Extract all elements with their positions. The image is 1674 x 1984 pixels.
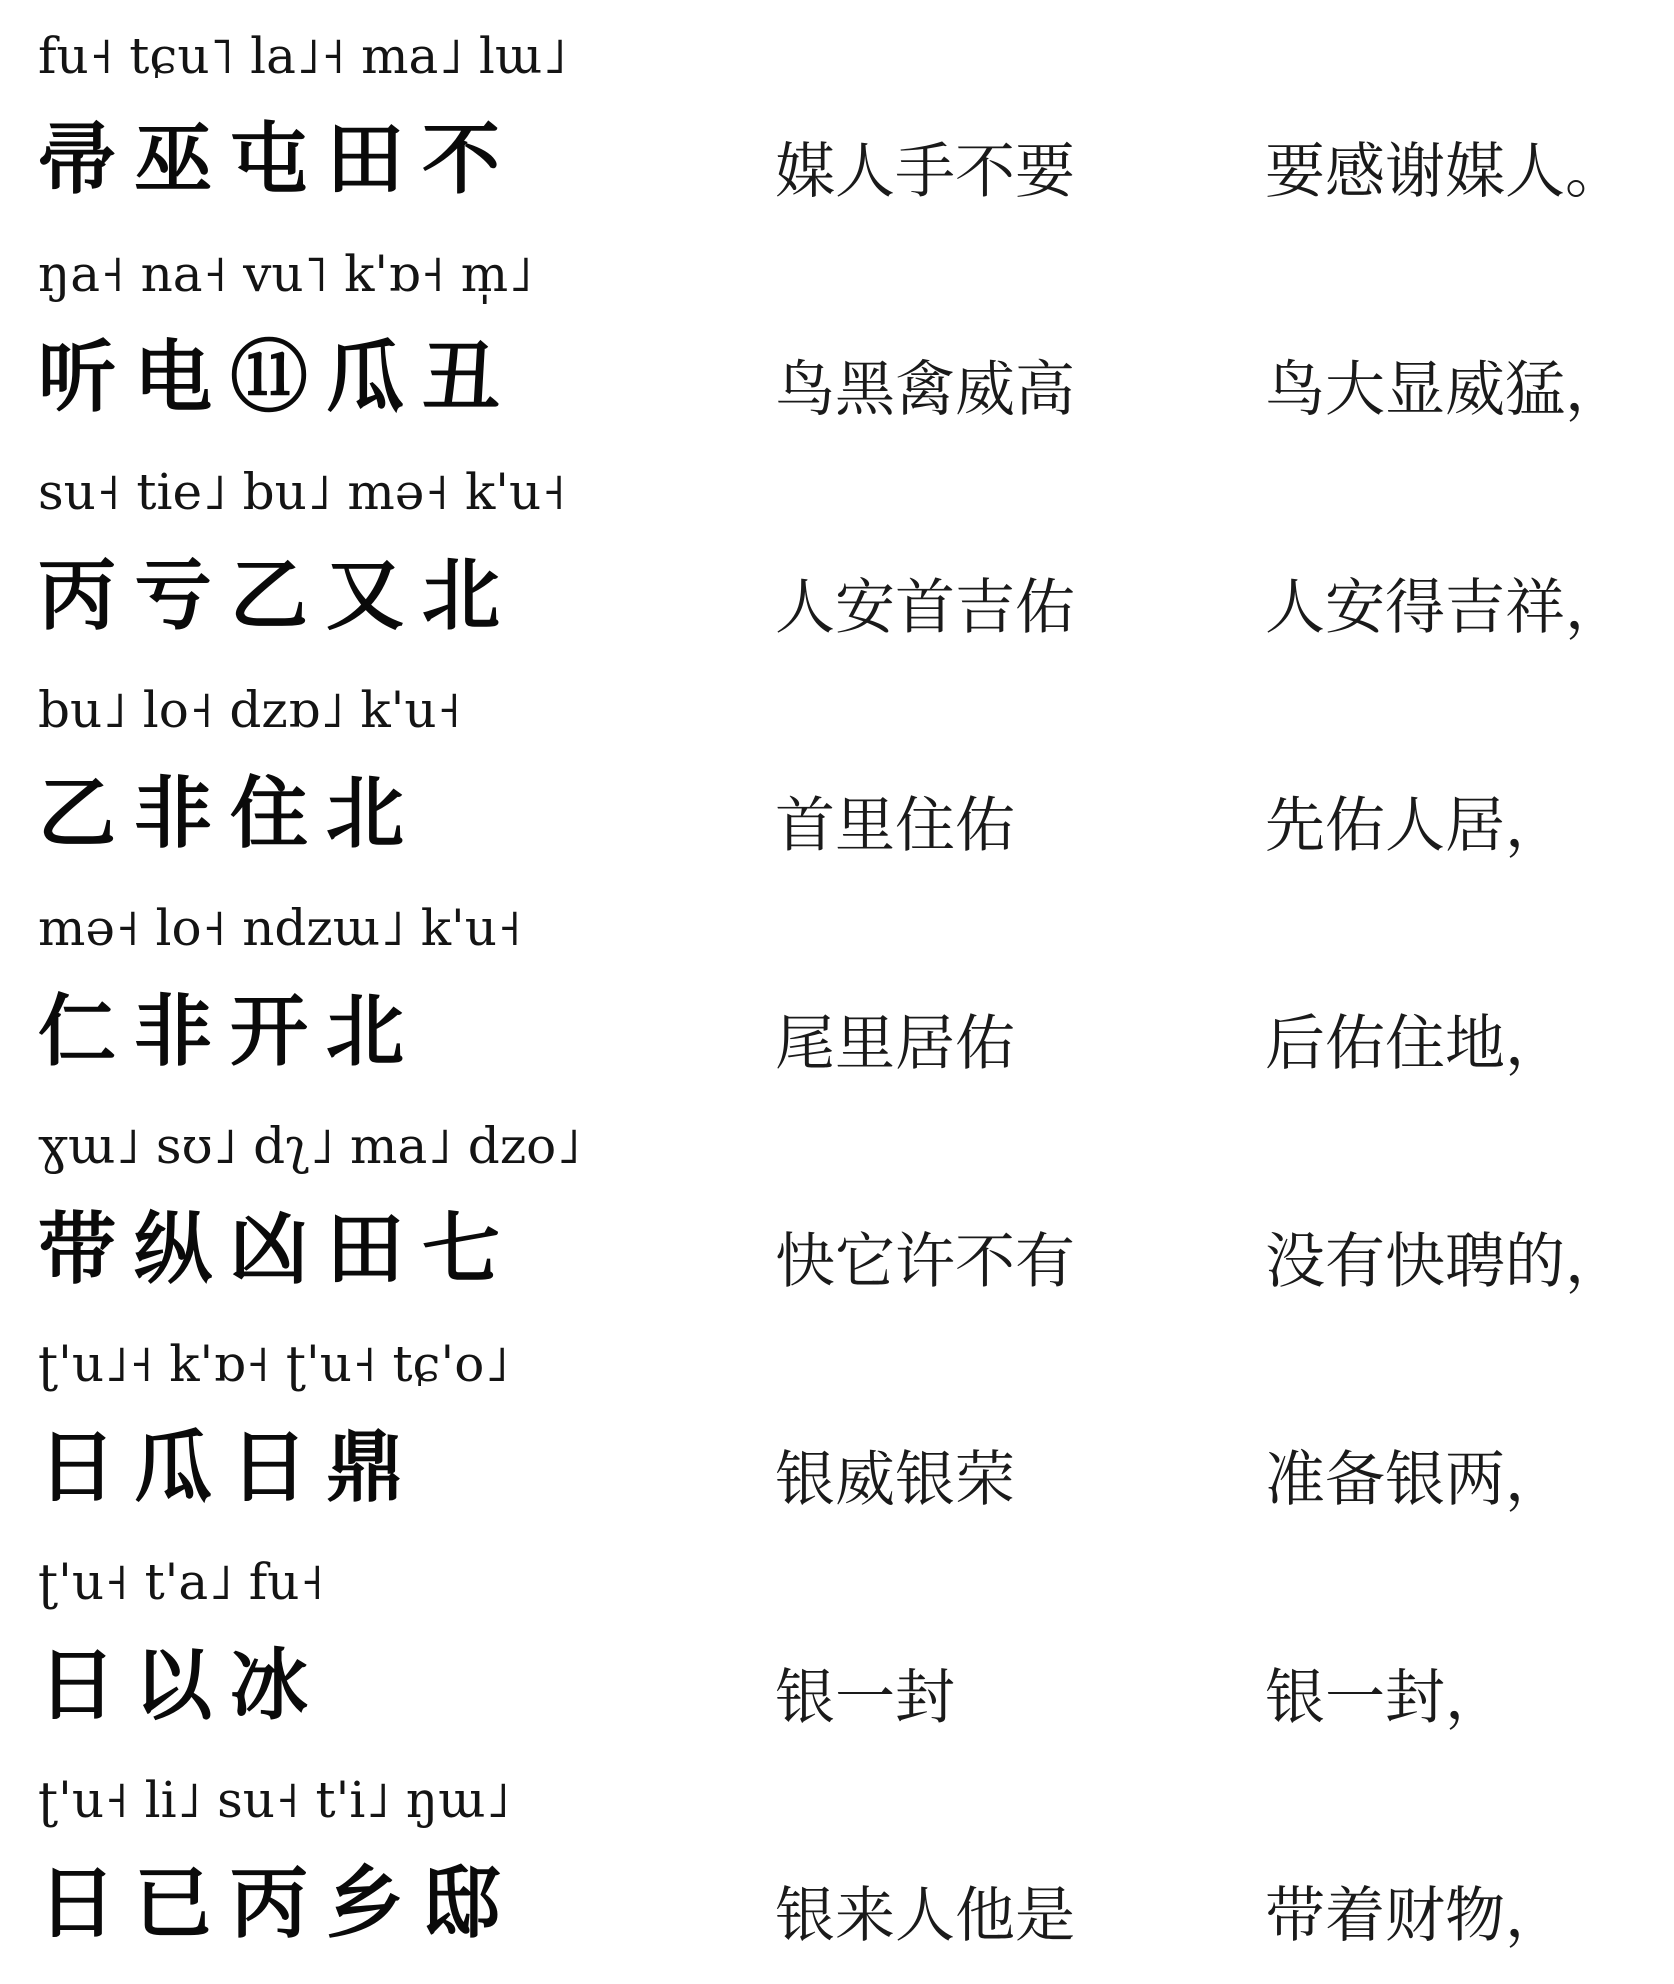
verse-line-1 [0, 22, 1674, 240]
verse-line-3 [0, 458, 1674, 676]
free-translation: 人安得吉祥， [1265, 573, 1625, 643]
literal-gloss: 快它许不有 [775, 1227, 1075, 1297]
yi-script-line: 帚巫屯田不 [38, 115, 519, 205]
free-translation: 鸟大显威猛， [1265, 355, 1625, 425]
free-translation: 先佑人居， [1265, 791, 1565, 861]
yi-script-line: 仁非开北 [38, 987, 423, 1077]
verse-line-7 [0, 1330, 1674, 1548]
ipa-transcription: mə˧ lo˧ ndzɯ˩ k'u˧ [38, 899, 522, 957]
ipa-transcription: fu˧ tɕu˥ la˩˧ ma˩ lɯ˩ [38, 27, 567, 85]
free-translation: 后佑住地， [1265, 1009, 1565, 1079]
literal-gloss: 银来人他是 [775, 1881, 1075, 1951]
verse-line-2 [0, 240, 1674, 458]
ipa-transcription: su˧ tie˩ bu˩ mə˧ k'u˧ [38, 463, 566, 521]
free-translation: 银一封， [1265, 1663, 1505, 1733]
yi-script-line: 乙非住北 [38, 769, 423, 859]
yi-script-line: 日瓜日鼎 [38, 1423, 423, 1513]
verse-line-5 [0, 894, 1674, 1112]
verse-line-6 [0, 1112, 1674, 1330]
ipa-transcription: ʈ'u˩˧ k'ɒ˧ ʈ'u˧ tɕ'o˩ [38, 1335, 510, 1393]
literal-gloss: 银一封 [775, 1663, 955, 1733]
literal-gloss: 人安首吉佑 [775, 573, 1075, 643]
yi-script-line: 丙亏乙又北 [38, 551, 519, 641]
literal-gloss: 尾里居佑 [775, 1009, 1015, 1079]
verse-line-9 [0, 1766, 1674, 1984]
verse-line-8 [0, 1548, 1674, 1766]
ipa-transcription: ʈ'u˧ li˩ su˧ t'i˩ ŋɯ˩ [38, 1771, 511, 1829]
yi-script-line: 听电⑪瓜丑 [38, 333, 519, 423]
literal-gloss: 银威银荣 [775, 1445, 1015, 1515]
verse-line-4 [0, 676, 1674, 894]
ipa-transcription: ʈ'u˧ t'a˩ fu˧ [38, 1553, 325, 1611]
literal-gloss: 媒人手不要 [775, 137, 1075, 207]
literal-gloss: 鸟黑禽威高 [775, 355, 1075, 425]
literal-gloss: 首里住佑 [775, 791, 1015, 861]
free-translation: 准备银两， [1265, 1445, 1565, 1515]
free-translation: 没有快聘的， [1265, 1227, 1625, 1297]
ipa-transcription: bu˩ lo˧ dzɒ˩ k'u˧ [38, 681, 462, 739]
ipa-transcription: ŋa˧ na˧ vu˥ k'ɒ˧ m̩˩ [38, 245, 533, 303]
free-translation: 带着财物， [1265, 1881, 1565, 1951]
yi-script-line: 日已丙乡邸 [38, 1859, 519, 1949]
ipa-transcription: ɣɯ˩ sʊ˩ dʅ˩ ma˩ dzo˩ [38, 1117, 581, 1175]
yi-script-line: 带纵凶田七 [38, 1205, 519, 1295]
yi-script-line: 日以冰 [38, 1641, 327, 1731]
free-translation: 要感谢媒人。 [1265, 137, 1625, 207]
